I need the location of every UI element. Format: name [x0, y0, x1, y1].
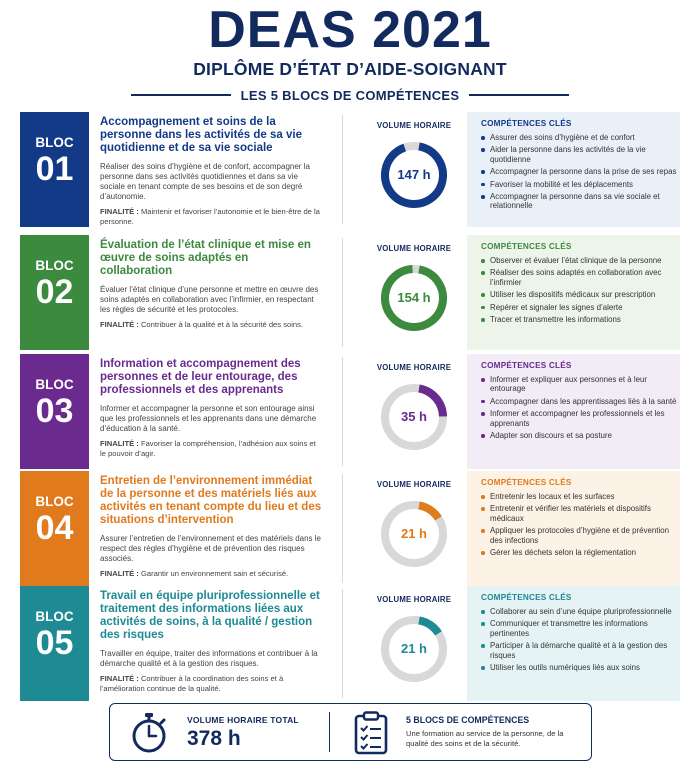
bloc-finalite — [100, 439, 322, 458]
volume-horaire — [350, 235, 478, 350]
competences-panel — [467, 354, 680, 469]
competence-item: Accompagner la personne dans sa vie sociale et relationnelle — [481, 192, 680, 211]
divider-line — [469, 94, 569, 96]
bloc-badge — [20, 354, 89, 469]
competences-panel — [467, 112, 680, 227]
finalite-text: Garantir un environnement sain et sécurisé. — [140, 569, 289, 578]
bloc-row-03 — [20, 354, 680, 469]
finalite-label: FINALITÉ : — [100, 207, 139, 216]
volume-label: VOLUME HORAIRE — [376, 121, 452, 130]
hours-value: 147 h — [397, 167, 431, 182]
competences-title: COMPÉTENCES CLÉS — [481, 242, 572, 251]
bloc-description — [100, 239, 322, 330]
bloc-number: 02 — [35, 273, 74, 311]
bloc-text: Évaluer l’état clinique d’une personne et mettre en œuvre des soins adaptés en collaboration avec l’infirmier, en respectant les règles de sécurité et les protocoles. — [100, 285, 319, 314]
competences-list — [467, 256, 680, 324]
bloc-row-05 — [20, 586, 680, 701]
bloc-badge — [20, 471, 89, 586]
bloc-description — [100, 475, 322, 579]
stopwatch-icon — [130, 712, 168, 759]
finalite-label: FINALITÉ : — [100, 439, 139, 448]
hours-ring — [378, 139, 450, 211]
bloc-badge — [20, 235, 89, 350]
competence-item: Informer et expliquer aux personnes et à leur entourage — [481, 375, 680, 394]
competence-item: Tracer et transmettre les informations — [481, 315, 680, 324]
competence-item: Repérer et signaler les signes d’alerte — [481, 303, 680, 312]
bloc-label: BLOC — [35, 494, 74, 509]
competence-item: Collaborer au sein d’une équipe pluriprofessionnelle — [481, 607, 680, 616]
volume-horaire — [350, 471, 478, 586]
hours-ring — [378, 498, 450, 570]
bloc-number: 01 — [35, 150, 74, 188]
bloc-label: BLOC — [35, 258, 74, 273]
bloc-row-04 — [20, 471, 680, 586]
bloc-row-02 — [20, 235, 680, 350]
page-subtitle: DIPLÔME D’ÉTAT D’AIDE-SOIGNANT — [193, 59, 507, 79]
bloc-finalite — [100, 569, 322, 579]
competence-item: Entretenir les locaux et les surfaces — [481, 492, 680, 501]
bloc-label: BLOC — [35, 609, 74, 624]
blocs-summary-text: Une formation au service de la personne, de la qualité des soins et de la sécurité. — [406, 729, 564, 748]
volume-label: VOLUME HORAIRE — [376, 480, 452, 489]
finalite-text: Favoriser la compréhension, l’adhésion aux soins et le pouvoir d’agir. — [100, 439, 316, 458]
bloc-description — [100, 116, 322, 226]
hours-value: 154 h — [397, 290, 431, 305]
bloc-label: BLOC — [35, 135, 74, 150]
volume-label: VOLUME HORAIRE — [376, 244, 452, 253]
bloc-text: Réaliser des soins d’hygiène et de confort, accompagner la personne dans ses activités quotidiennes et dans sa vie sociale en tenant compte de ses besoins et de son degré d’autonomie. — [100, 162, 310, 201]
bloc-title: Travail en équipe pluriprofessionnelle et traitement des informations liées aux activités de soins, à la qualité / gestion des risques — [100, 590, 320, 641]
clipboard-icon — [353, 711, 389, 760]
section-header — [0, 86, 700, 104]
volume-horaire — [350, 112, 478, 227]
total-hours-label: VOLUME HORAIRE TOTAL — [187, 715, 299, 725]
competence-item: Assurer des soins d’hygiène et de confort — [481, 133, 680, 142]
divider-line — [131, 94, 231, 96]
bloc-description — [100, 358, 322, 458]
competences-list — [467, 492, 680, 557]
column-divider — [342, 357, 343, 466]
competence-item: Entretenir et vérifier les matériels et dispositifs médicaux — [481, 504, 680, 523]
bloc-badge — [20, 586, 89, 701]
bloc-number: 05 — [35, 624, 74, 662]
total-hours-value: 378 h — [187, 727, 241, 750]
competences-title: COMPÉTENCES CLÉS — [481, 119, 572, 128]
competences-title: COMPÉTENCES CLÉS — [481, 478, 572, 487]
hours-ring — [378, 381, 450, 453]
bloc-text: Assurer l’entretien de l’environnement et des matériels dans le respect des règles d’hygiène et de prévention des risques associés. — [100, 534, 322, 563]
finalite-text: Contribuer à la qualité et à la sécurité des soins. — [140, 320, 304, 329]
bloc-number: 04 — [35, 509, 74, 547]
column-divider — [342, 474, 343, 583]
competences-list — [467, 133, 680, 211]
competence-item: Appliquer les protocoles d’hygiène et de prévention des infections — [481, 526, 680, 545]
bloc-finalite — [100, 674, 322, 693]
column-divider — [342, 589, 343, 698]
volume-label: VOLUME HORAIRE — [376, 363, 452, 372]
volume-label: VOLUME HORAIRE — [376, 595, 452, 604]
competence-item: Utiliser les dispositifs médicaux sur prescription — [481, 290, 680, 299]
column-divider — [342, 238, 343, 347]
competence-item: Communiquer et transmettre les informations pertinentes — [481, 619, 680, 638]
finalite-label: FINALITÉ : — [100, 674, 139, 683]
column-divider — [342, 115, 343, 224]
page-title: DEAS 2021 — [208, 1, 492, 59]
competences-panel — [467, 586, 680, 701]
blocs-summary-label: 5 BLOCS DE COMPÉTENCES — [406, 715, 530, 725]
competence-item: Utiliser les outils numériques liés aux soins — [481, 663, 680, 672]
bloc-text: Travailler en équipe, traiter des informations et contribuer à la démarche qualité et à la gestion des risques. — [100, 649, 318, 668]
finalite-label: FINALITÉ : — [100, 569, 139, 578]
bloc-finalite — [100, 320, 322, 330]
bloc-title: Accompagnement et soins de la personne dans les activités de sa vie quotidienne et de sa vie sociale — [100, 116, 302, 154]
competence-item: Gérer les déchets selon la réglementation — [481, 548, 680, 557]
competence-item: Accompagner la personne dans la prise de ses repas — [481, 167, 680, 176]
competence-item: Accompagner dans les apprentissages liés à la santé — [481, 397, 680, 406]
bloc-row-01 — [20, 112, 680, 227]
competences-title: COMPÉTENCES CLÉS — [481, 361, 572, 370]
competence-item: Favoriser la mobilité et les déplacements — [481, 180, 680, 189]
bloc-title: Entretien de l’environnement immédiat de la personne et des matériels liés aux activités en tenant compte du lieu et des situations d’intervention — [100, 475, 322, 526]
competence-item: Aider la personne dans les activités de la vie quotidienne — [481, 145, 680, 164]
competence-item: Réaliser des soins adaptés en collaboration avec l’infirmier — [481, 268, 680, 287]
section-title: LES 5 BLOCS DE COMPÉTENCES — [240, 87, 460, 103]
footer-divider — [329, 712, 330, 752]
hours-value: 21 h — [400, 641, 427, 656]
competence-item: Observer et évaluer l’état clinique de la personne — [481, 256, 680, 265]
bloc-number: 03 — [35, 392, 74, 430]
competences-list — [467, 607, 680, 672]
bloc-title: Évaluation de l’état clinique et mise en œuvre de soins adaptés en collaboration — [100, 239, 311, 277]
hours-ring — [378, 613, 450, 685]
finalite-text: Maintenir et favoriser l’autonomie et le bien-être de la personne. — [100, 207, 320, 226]
competences-panel — [467, 235, 680, 350]
hours-ring — [378, 262, 450, 334]
bloc-badge — [20, 112, 89, 227]
volume-horaire — [350, 586, 478, 701]
bloc-description — [100, 590, 322, 693]
hours-value: 35 h — [400, 409, 427, 424]
bloc-finalite — [100, 207, 322, 226]
hours-value: 21 h — [400, 526, 427, 541]
bloc-title: Information et accompagnement des personnes et de leur entourage, des professionnels et des apprenants — [100, 358, 301, 396]
competence-item: Adapter son discours et sa posture — [481, 431, 680, 440]
volume-horaire — [350, 354, 478, 469]
finalite-label: FINALITÉ : — [100, 320, 139, 329]
competences-list — [467, 375, 680, 440]
competences-panel — [467, 471, 680, 586]
finalite-text: Contribuer à la coordination des soins et à l’amélioration continue de la qualité. — [100, 674, 284, 693]
bloc-text: Informer et accompagner la personne et son entourage ainsi que les professionnels et les apprenants dans une démarche d’éducation à la santé. — [100, 404, 317, 433]
competence-item: Participer à la démarche qualité et à la gestion des risques — [481, 641, 680, 660]
bloc-label: BLOC — [35, 377, 74, 392]
competence-item: Informer et accompagner les professionnels et les apprenants — [481, 409, 680, 428]
summary-box — [109, 703, 592, 761]
competences-title: COMPÉTENCES CLÉS — [481, 593, 572, 602]
